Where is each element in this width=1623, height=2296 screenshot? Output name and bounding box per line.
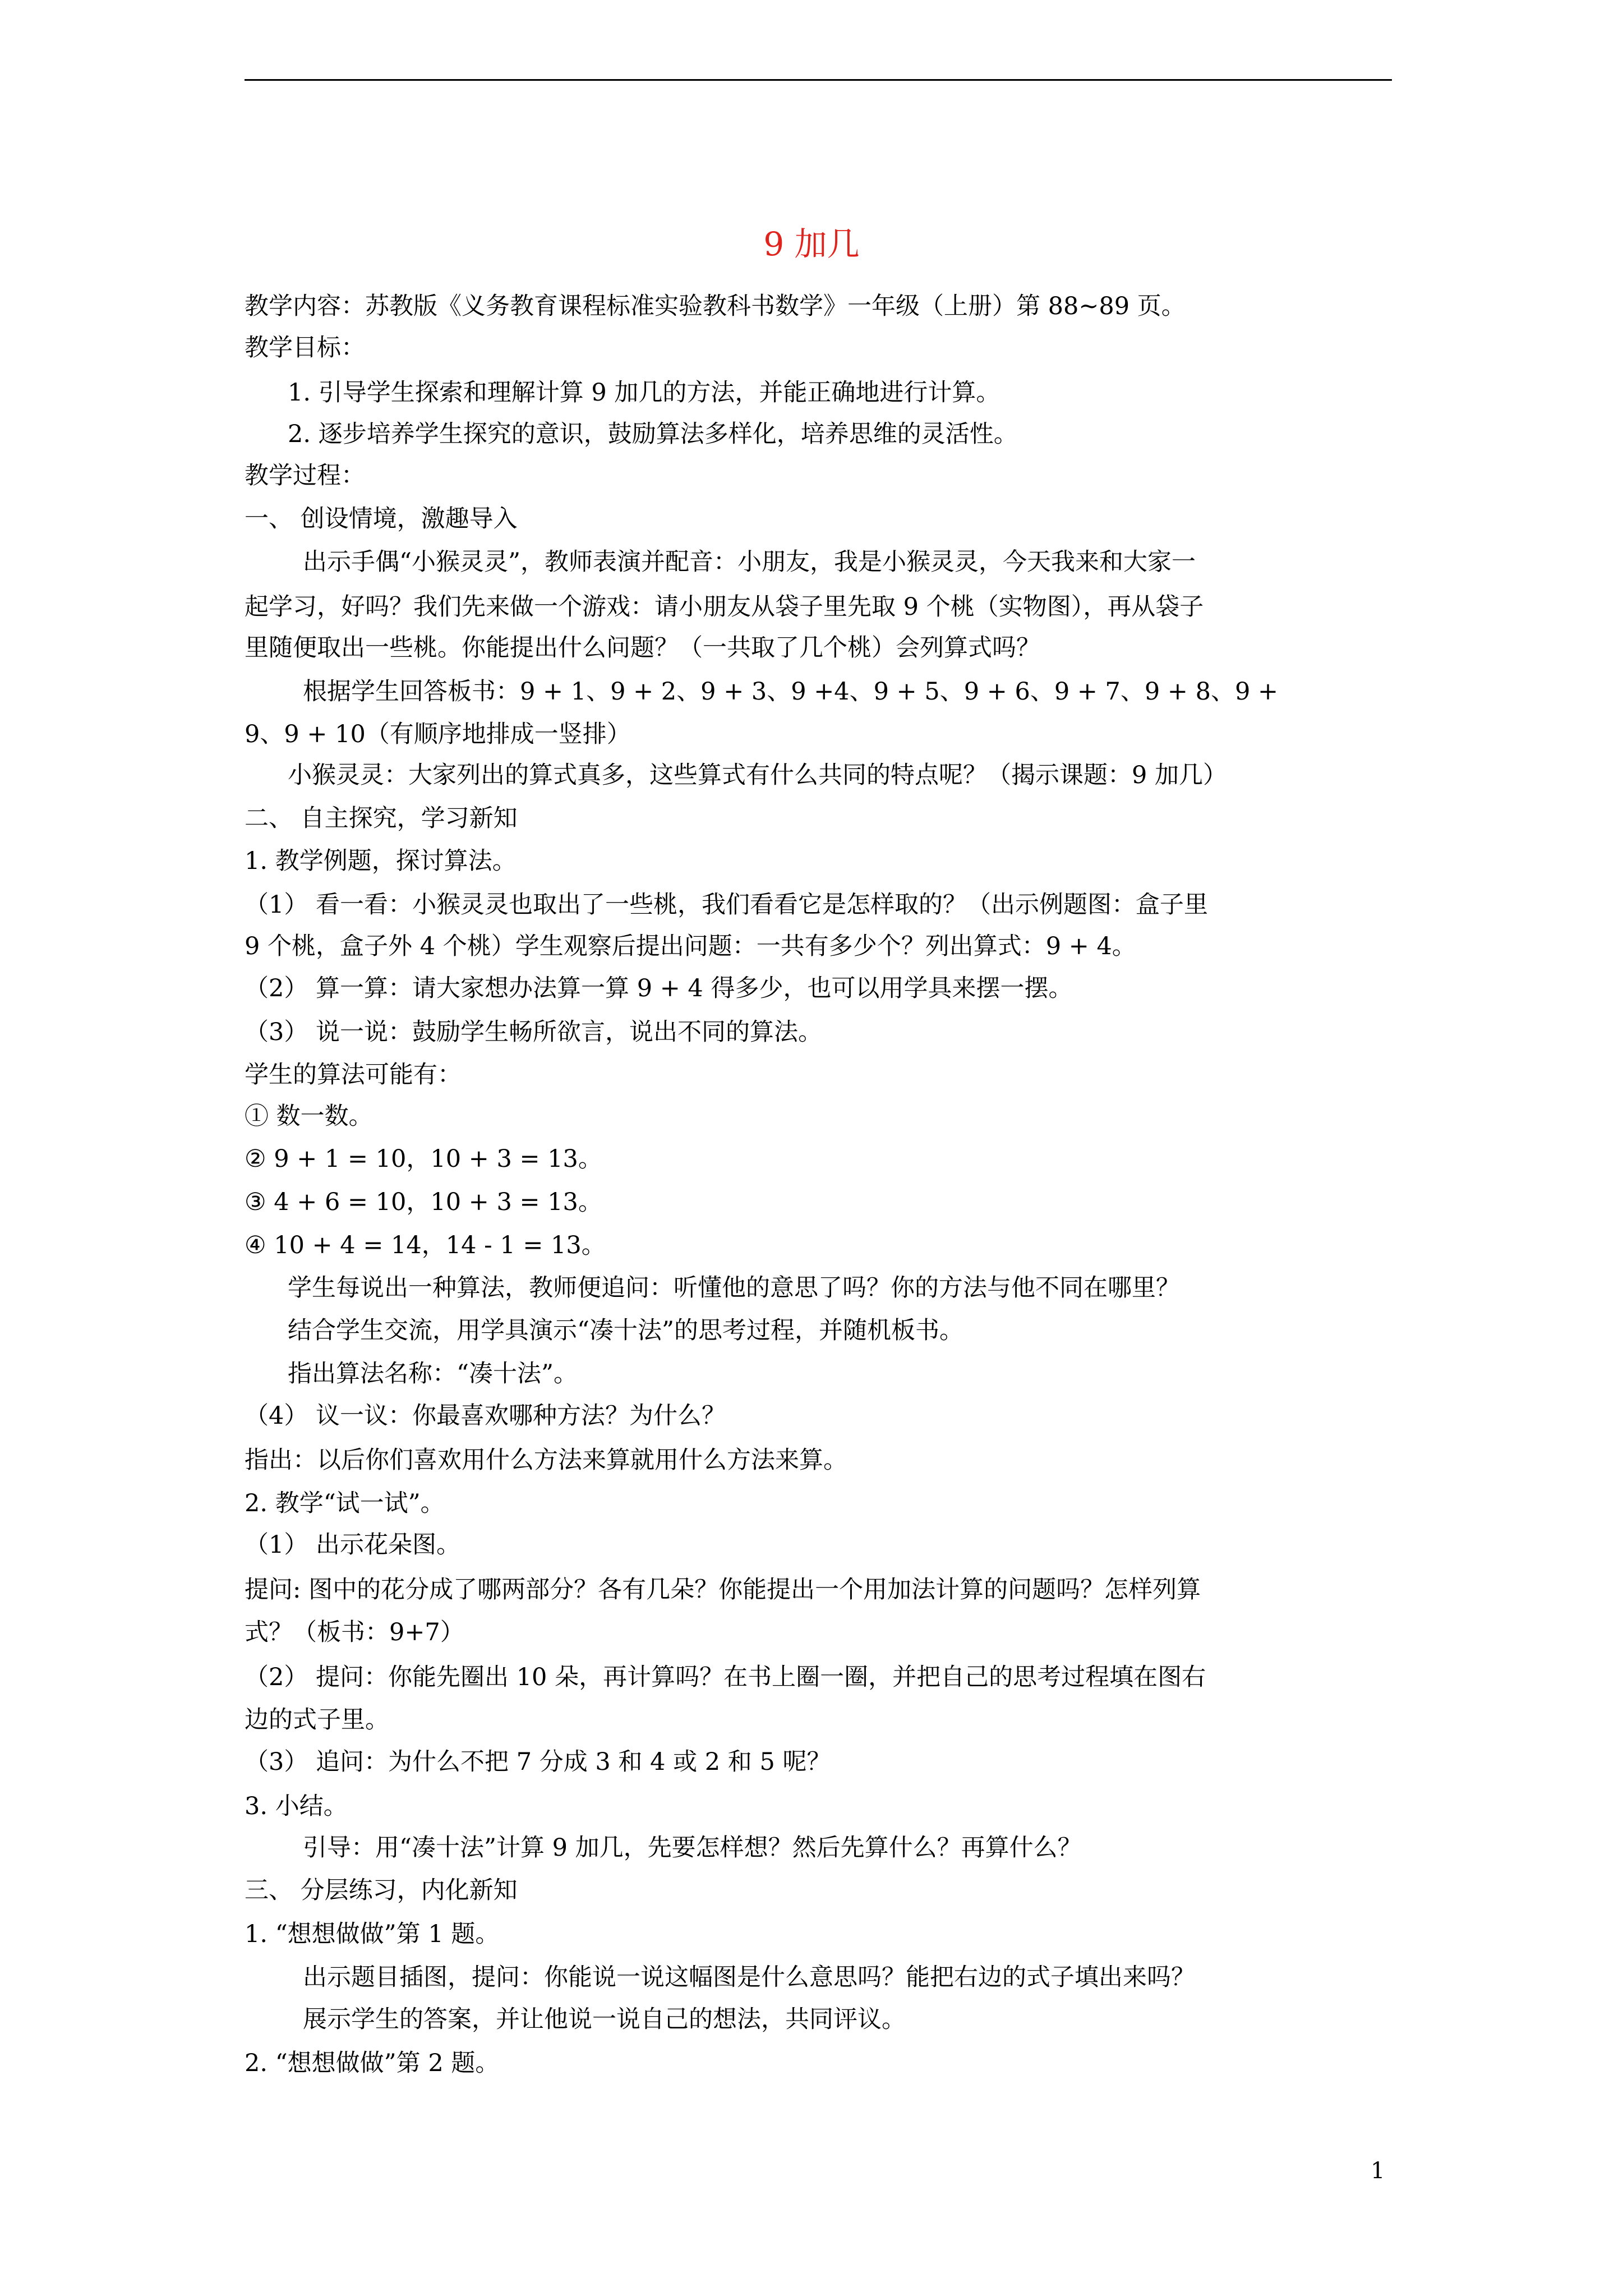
text-line: 小猴灵灵：大家列出的算式真多，这些算式有什么共同的特点呢？（揭示课题：9 加几） [288,761,1228,789]
text-line: 里随便取出一些桃。你能提出什么问题？（一共取了几个桃）会列算式吗？ [245,634,1040,662]
text-line: 提问: 图中的花分成了哪两部分？各有几朵？你能提出一个用加法计算的问题吗？怎样列算 [245,1576,1201,1604]
text-line: 出示题目插图，提问：你能说一说这幅图是什么意思吗？能把右边的式子填出来吗？ [303,1963,1195,1991]
text-line: 2. 教学“试一试”。 [245,1489,445,1517]
text-line: （2） 提问：你能先圈出 10 朵，再计算吗？在书上圈一圈，并把自己的思考过程填在图右 [245,1663,1206,1691]
text-line: 教学过程： [245,462,365,490]
text-line: 式？（板书：9+7） [245,1618,464,1646]
text-line: 根据学生回答板书：9 + 1、9 + 2、9 + 3、9 +4、9 + 5、9 + 6、9 + 7、9 + 8、9 + [303,678,1279,706]
text-line: 1. 引导学生探索和理解计算 9 加几的方法，并能正确地进行计算。 [288,379,1000,407]
text-line: ② 9 + 1 = 10，10 + 3 = 13。 [245,1145,602,1173]
text-line: 9 个桃，盒子外 4 个桃）学生观察后提出问题：一共有多少个？列出算式：9 + 4。 [245,932,1136,960]
text-line: 教学内容：苏教版《义务教育课程标准实验教科书数学》一年级（上册）第 88~89 页。 [245,292,1186,320]
text-line: ③ 4 + 6 = 10，10 + 3 = 13。 [245,1188,602,1216]
text-line: 二、 自主探究，学习新知 [245,804,518,832]
text-line: 出示手偶“小猴灵灵”，教师表演并配音：小朋友，我是小猴灵灵，今天我来和大家一 [303,548,1196,576]
text-line: （1） 出示花朵图。 [245,1531,461,1559]
text-line: 一、 创设情境，激趣导入 [245,505,518,533]
text-line: 起学习，好吗？我们先来做一个游戏：请小朋友从袋子里先取 9 个桃（实物图），再从袋子 [245,593,1204,621]
text-line: 1. 教学例题，探讨算法。 [245,847,517,875]
text-line: 2. “想想做做”第 2 题。 [245,2049,500,2077]
page-number: 1 [1371,2158,1385,2184]
text-line: 边的式子里。 [245,1706,389,1734]
text-line: 2. 逐步培养学生探究的意识，鼓励算法多样化，培养思维的灵活性。 [288,420,1018,448]
text-line: 1. “想想做做”第 1 题。 [245,1920,500,1948]
text-line: ① 数一数。 [245,1102,373,1130]
text-line: （1） 看一看：小猴灵灵也取出了一些桃，我们看看它是怎样取的？（出示例题图：盒子里 [245,891,1209,919]
text-line: 3. 小结。 [245,1792,348,1820]
document-title: 9 加几 [763,225,860,263]
text-line: 9、9 + 10（有顺序地排成一竖排） [245,720,631,748]
text-line: 三、 分层练习，内化新知 [245,1876,518,1904]
text-line: （3） 追问：为什么不把 7 分成 3 和 4 或 2 和 5 呢？ [245,1748,831,1776]
text-line: （3） 说一说：鼓励学生畅所欲言，说出不同的算法。 [245,1018,823,1046]
header-rule [245,79,1392,81]
text-line: （4） 议一议：你最喜欢哪种方法？为什么？ [245,1402,726,1430]
text-line: 学生每说出一种算法，教师便追问：听懂他的意思了吗？你的方法与他不同在哪里？ [288,1274,1180,1302]
text-line: 教学目标： [245,334,365,362]
text-line: 引导：用“凑十法”计算 9 加几，先要怎样想？然后先算什么？再算什么？ [303,1834,1082,1862]
text-line: 展示学生的答案，并让他说一说自己的想法，共同评议。 [303,2005,906,2033]
text-line: 指出算法名称：“凑十法”。 [288,1360,578,1388]
text-line: ④ 10 + 4 = 14，14 - 1 = 13。 [245,1231,606,1259]
text-line: 指出：以后你们喜欢用什么方法来算就用什么方法来算。 [245,1446,847,1474]
text-line: （2） 算一算：请大家想办法算一算 9 + 4 得多少，也可以用学具来摆一摆。 [245,974,1073,1002]
text-line: 结合学生交流，用学具演示“凑十法”的思考过程，并随机板书。 [288,1317,963,1345]
text-line: 学生的算法可能有： [245,1061,462,1089]
